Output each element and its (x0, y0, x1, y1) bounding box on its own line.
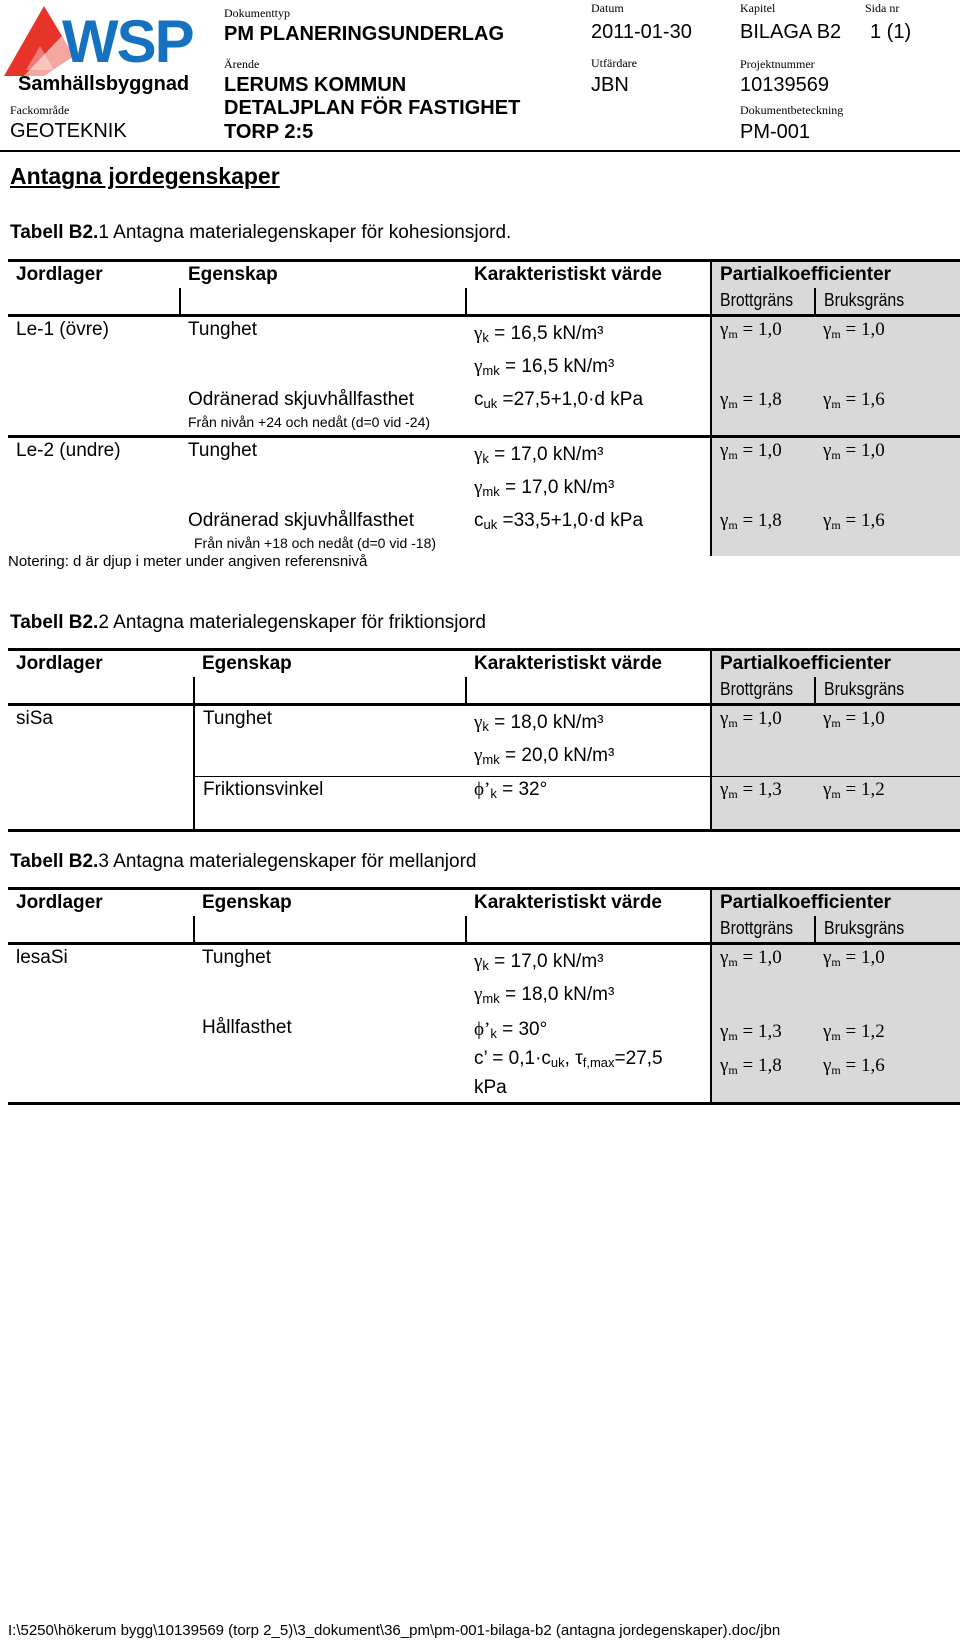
value-cell: $\gamma_k = 17,0$ kN/m³ $\gamma_{mk} = 17,0$ kN/m³ (474, 444, 615, 499)
col-egenskap: Egenskap (180, 261, 466, 289)
brott-cell: γm = 1,0 (711, 705, 815, 777)
prop-cell: Friktionsvinkel (203, 779, 324, 800)
table2-caption-rest: 2 Antagna materialegenskaper för friktionsjord (98, 612, 486, 633)
issuer-value: JBN (591, 74, 629, 96)
value-cell: $\gamma_k = 16,5$ kN/m³ $\gamma_{mk} = 16,5$ kN/m³ (474, 323, 615, 378)
table3-header-row (8, 889, 960, 917)
layer-cell: lesaSi (16, 947, 68, 968)
table3-caption-bold: Tabell B2. (10, 851, 99, 872)
col-karakteristiskt: Karakteristiskt värde (466, 889, 711, 917)
value-cell: $c_{uk} =27,5+1,0\cdot d$ kPa (474, 389, 644, 411)
col-partialkoefficienter: Partialkoefficienter (711, 261, 960, 289)
value-cell: $\gamma_k = 17,0$ kN/m³ $\gamma_{mk} = 18,0$ kN/m³ (474, 951, 615, 1006)
page-value: 1 (1) (870, 21, 912, 43)
company-unit: Samhällsbyggnad (18, 73, 190, 95)
col-bruksgrans: Bruksgräns (815, 677, 960, 705)
doctype-value: PM PLANERINGSUNDERLAG (224, 23, 505, 45)
table3-caption (10, 851, 476, 873)
table1-subheader-row (8, 288, 960, 316)
table1-header-row (8, 261, 960, 289)
brott-cell: γm = 1,8 (711, 387, 815, 437)
table3-caption-rest: 3 Antagna materialegenskaper för mellanjord (98, 851, 477, 872)
prop-cell: Tunghet (188, 319, 258, 340)
value-cell: $c_{uk} =33,5+1,0\cdot d$ kPa (474, 510, 644, 532)
prop-cell: Tunghet (188, 440, 258, 461)
docid-value: PM-001 (740, 121, 811, 143)
project-value: 10139569 (740, 74, 829, 96)
table2-header-row (8, 650, 960, 678)
table3-subheader-row (8, 916, 960, 944)
case-line2: DETALJPLAN FÖR FASTIGHET (224, 97, 521, 119)
bruks-cell: γm = 1,6 (815, 508, 960, 556)
bruks-cell: γm = 1,2 (815, 777, 960, 831)
brott-cell: γm = 1,0 (711, 316, 815, 388)
col-partialkoefficienter: Partialkoefficienter (711, 889, 960, 917)
prop-cell: Odränerad skjuvhållfasthet Från nivån +18 och nedåt (d=0 vid -18) (188, 510, 437, 551)
col-brottgrans: Brottgräns (711, 288, 815, 316)
doctype-label: Dokumenttyp (224, 6, 290, 20)
layer-cell: Le-1 (övre) (16, 319, 109, 340)
value-cell: $\phi’_k = 30^\circ$ c’ = $0,1\cdot c_{uk}$, $\tau_{f,max}=27,5$ kPa (474, 1019, 663, 1098)
bruks-cell: γm = 1,0 (815, 705, 960, 777)
page-label: Sida nr (865, 1, 900, 15)
layer-cell: Le-2 (undre) (16, 440, 121, 461)
table2-caption (10, 612, 486, 634)
col-egenskap: Egenskap (194, 650, 466, 678)
table3 (8, 887, 960, 1105)
date-label: Datum (591, 1, 624, 15)
col-egenskap: Egenskap (194, 889, 466, 917)
col-bruksgrans: Bruksgräns (815, 288, 960, 316)
table-row (8, 944, 960, 1016)
table2 (8, 648, 960, 832)
docid-label: Dokumentbeteckning (740, 103, 844, 117)
table1-caption (10, 222, 511, 244)
table1 (8, 259, 960, 556)
bruks-cell: γm = 1,2 γm = 1,6 (815, 1015, 960, 1104)
case-line3: TORP 2:5 (224, 121, 314, 143)
brott-cell: γm = 1,0 (711, 944, 815, 1016)
value-cell: $\gamma_k = 18,0$ kN/m³ $\gamma_{mk} = 20,0$ kN/m³ (474, 712, 615, 767)
wsp-logo (4, 6, 209, 78)
col-jordlager: Jordlager (8, 261, 180, 289)
chapter-value: BILAGA B2 (740, 21, 842, 43)
table2-subheader-row (8, 677, 960, 705)
case-label: Ärende (224, 57, 260, 71)
col-karakteristiskt: Karakteristiskt värde (466, 261, 711, 289)
chapter-label: Kapitel (740, 1, 776, 15)
value-cell: $\phi’_k = 32^\circ$ (474, 779, 548, 801)
page-title: Antagna jordegenskaper (10, 163, 280, 189)
area-value: GEOTEKNIK (10, 120, 127, 142)
table1-note: Notering: d är djup i meter under angiven referensnivå (8, 553, 368, 570)
table-row (8, 437, 960, 509)
col-brottgrans: Brottgräns (711, 916, 815, 944)
header-divider (0, 150, 960, 152)
table-row (8, 316, 960, 388)
prop-cell: Tunghet (203, 708, 273, 729)
footer-path: I:\5250\hökerum bygg\10139569 (torp 2_5)\3_dokument\36_pm\pm-001-bilaga-b2 (antagna jordegenskaper).doc/jbn (8, 1622, 781, 1639)
col-bruksgrans: Bruksgräns (815, 916, 960, 944)
table1-caption-bold: Tabell B2. (10, 222, 99, 243)
col-jordlager: Jordlager (8, 650, 194, 678)
table1-caption-rest: 1 Antagna materialegenskaper för kohesionsjord. (98, 222, 512, 243)
layer-cell: siSa (8, 705, 194, 831)
project-label: Projektnummer (740, 57, 815, 71)
prop-cell: Tunghet (202, 947, 272, 968)
bruks-cell: γm = 1,0 (815, 944, 960, 1016)
col-partialkoefficienter: Partialkoefficienter (711, 650, 960, 678)
brott-cell: γm = 1,0 (711, 437, 815, 509)
case-line1: LERUMS KOMMUN (224, 74, 407, 96)
logo-text: WSP (62, 8, 193, 75)
bruks-cell: γm = 1,0 (815, 316, 960, 388)
date-value: 2011-01-30 (591, 21, 692, 43)
issuer-label: Utfärdare (591, 56, 637, 70)
brott-cell: γm = 1,3 γm = 1,8 (711, 1015, 815, 1104)
prop-cell: Hållfasthet (202, 1017, 292, 1038)
col-brottgrans: Brottgräns (711, 677, 815, 705)
col-karakteristiskt: Karakteristiskt värde (466, 650, 711, 678)
area-label: Fackområde (10, 103, 70, 117)
brott-cell: γm = 1,8 (711, 508, 815, 556)
col-jordlager: Jordlager (8, 889, 194, 917)
bruks-cell: γm = 1,6 (815, 387, 960, 437)
table-row (8, 705, 960, 777)
table2-caption-bold: Tabell B2. (10, 612, 99, 633)
prop-cell: Odränerad skjuvhållfasthet Från nivån +24 och nedåt (d=0 vid -24) (188, 389, 431, 430)
brott-cell: γm = 1,3 (711, 777, 815, 831)
bruks-cell: γm = 1,0 (815, 437, 960, 509)
